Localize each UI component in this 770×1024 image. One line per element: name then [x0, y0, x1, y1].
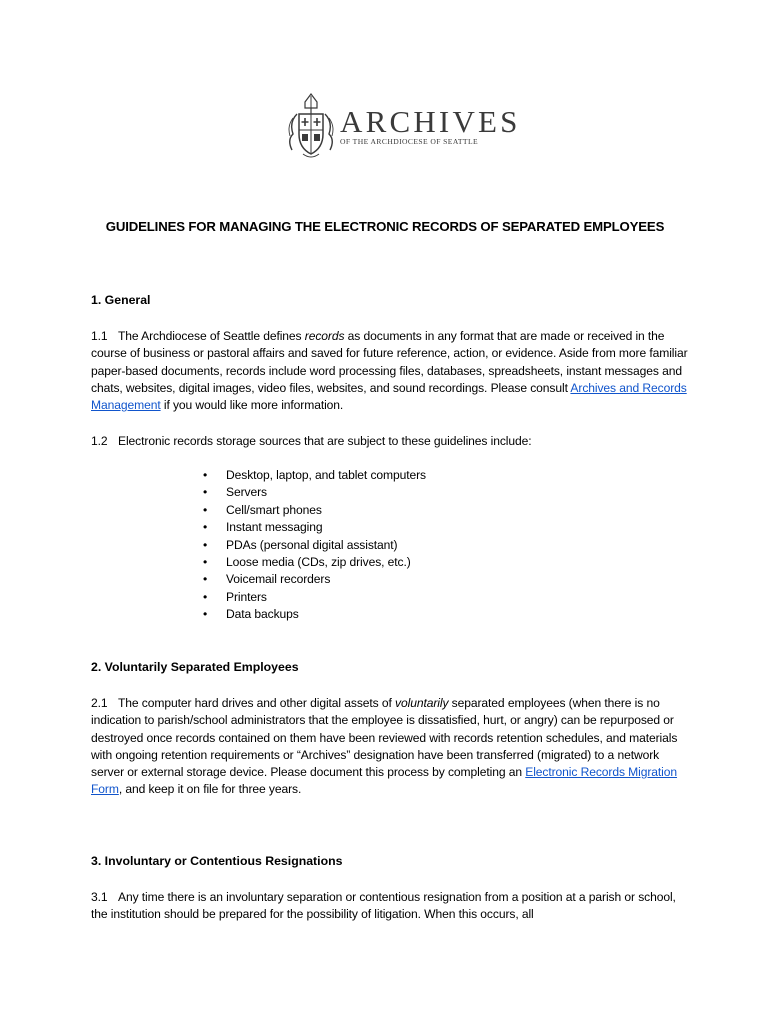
archives-logo: [283, 92, 521, 162]
storage-sources-list: [200, 467, 426, 624]
logo-title: ARCHIVES: [340, 104, 521, 139]
section-2-heading: 2. Voluntarily Separated Employees: [91, 660, 299, 674]
logo-subtitle: OF THE ARCHDIOCESE OF SEATTLE: [340, 137, 479, 146]
section-3-heading: 3. Involuntary or Contentious Resignations: [91, 854, 343, 868]
paragraph-text: separated employees (when there is no indication to parish/school administrators that the employee is dissatisfied, hurt, or angry) can be repurposed or destroyed once records contained on them have been reviewed with records retention schedules, and materials with ongoing retention requirements or “Archives” designation have been transferred (migrated) to a network server or external storage device. Please document this process by completing an: [91, 696, 678, 780]
paragraph-number: 3.1: [91, 890, 108, 904]
paragraph-1-2: [91, 433, 691, 450]
electronic-records-migration-form-link[interactable]: Electronic Records Migration Form: [91, 765, 678, 797]
emphasis-text: voluntarily: [395, 696, 449, 710]
list-item: • Loose media (CDs, zip drives, etc.): [203, 555, 411, 570]
paragraph-3-1: [91, 889, 691, 924]
list-item: • Data backups: [203, 607, 299, 622]
paragraph-text: Any time there is an involuntary separation or contentious resignation from a position at a parish or school, the institution should be prepared for the possibility of litigation. When this occurs, all: [91, 890, 676, 922]
paragraph-text: if you would like more information.: [160, 398, 344, 413]
paragraph-1-1: [91, 328, 691, 414]
paragraph-number: 1.2: [91, 434, 108, 448]
archives-records-management-link[interactable]: Archives and Records Management: [91, 380, 687, 413]
list-item: • Desktop, laptop, and tablet computers: [203, 468, 426, 482]
list-item: • Cell/smart phones: [203, 502, 322, 517]
section-1-heading: 1. General: [91, 293, 151, 307]
document-title: GUIDELINES FOR MANAGING THE ELECTRONIC RECORDS OF SEPARATED EMPLOYEES: [105, 219, 665, 234]
paragraph-text: The Archdiocese of Seattle defines: [118, 329, 305, 343]
list-item: • Printers: [203, 589, 267, 604]
paragraph-number: 2.1: [91, 696, 108, 710]
paragraph-2-1: [91, 695, 691, 799]
list-item: • Servers: [203, 485, 267, 500]
paragraph-text: , and keep it on file for three years.: [118, 782, 302, 797]
paragraph-text: The computer hard drives and other digital assets of: [118, 696, 396, 710]
paragraph-text: as documents in any format that are made or received in the course of business or pastoral affairs and saved for future reference, action, or evidence. Aside from more familiar paper-based documents, records include word processing files, databases, spreadsheets, instant messages and chats, websites, digital images, video files, websites, and sound recordings. Please consult: [91, 329, 688, 395]
list-item: • Voicemail recorders: [203, 572, 331, 587]
paragraph-text: Electronic records storage sources that are subject to these guidelines include:: [118, 434, 532, 448]
paragraph-number: 1.1: [91, 329, 108, 343]
list-item: • PDAs (personal digital assistant): [203, 537, 398, 552]
archdiocese-seal-icon: [283, 92, 339, 162]
emphasis-text: records: [304, 329, 345, 343]
list-item: • Instant messaging: [203, 520, 323, 535]
